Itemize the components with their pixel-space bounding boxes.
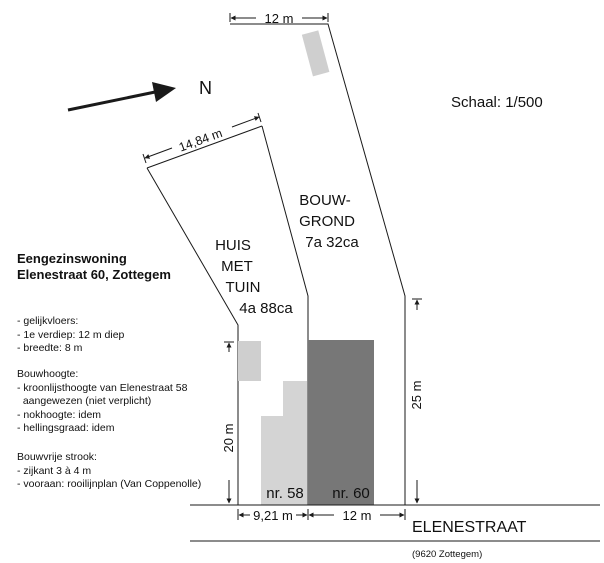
info-line: aangewezen (niet verplicht) xyxy=(17,395,152,407)
building-nr58-label: nr. 58 xyxy=(266,485,304,502)
info-line: - gelijkvloers: xyxy=(17,315,79,327)
bouwgrond-label-line2: GROND xyxy=(299,213,355,230)
scale-label: Schaal: 1/500 xyxy=(451,94,543,111)
dimension-left-depth xyxy=(224,342,234,503)
street-name: ELENESTRAAT xyxy=(412,519,527,536)
dimension-right-depth-label: 25 m xyxy=(409,380,424,410)
dimension-left-depth-label: 20 m xyxy=(221,423,236,453)
building-nr60-label: nr. 60 xyxy=(332,485,370,502)
info-section-setback xyxy=(17,451,201,492)
shed-rect xyxy=(302,30,330,76)
info-line: - 1e verdiep: 12 m diep xyxy=(17,328,125,341)
info-line: Bouwvrije strook: xyxy=(17,451,97,463)
dimension-bottom-left-label: 9,21 m xyxy=(253,508,293,523)
info-line: Bouwhoogte: xyxy=(17,368,79,380)
huis-label-line3: TUIN xyxy=(225,279,261,296)
dimension-bottom-right-label: 12 m xyxy=(342,508,372,523)
north-arrow xyxy=(68,82,176,110)
huis-label-line2: MET xyxy=(221,258,253,275)
annex-rect xyxy=(238,341,261,381)
info-line: - zijkant 3 à 4 m xyxy=(17,464,92,477)
building-nr60 xyxy=(308,340,374,505)
street-postal: (9620 Zottegem) xyxy=(412,549,483,560)
info-line: - vooraan: rooilijnplan (Van Coppenolle) xyxy=(17,478,202,490)
info-title xyxy=(17,251,171,283)
info-line: - kroonlijsthoogte van Elenestraat 58 xyxy=(17,381,188,394)
info-section-height xyxy=(17,368,187,436)
info-line: - nokhoogte: idem xyxy=(17,408,102,421)
north-label: N xyxy=(199,78,212,98)
dimension-house-top-label: 14,84 m xyxy=(177,125,225,155)
info-title-line2: Elenestraat 60, Zottegem xyxy=(17,267,171,282)
bouwgrond-label-line1: BOUW- xyxy=(299,192,351,209)
info-line: - breedte: 8 m xyxy=(17,342,83,354)
info-section-floors xyxy=(17,315,124,356)
dimension-top-width-label: 12 m xyxy=(264,11,294,26)
huis-area: 4a 88ca xyxy=(239,300,293,317)
info-line: - hellingsgraad: idem xyxy=(17,422,115,434)
huis-label-line1: HUIS xyxy=(215,237,251,254)
bouwgrond-area: 7a 32ca xyxy=(305,234,359,251)
info-title-line1: Eengezinswoning xyxy=(17,251,127,266)
